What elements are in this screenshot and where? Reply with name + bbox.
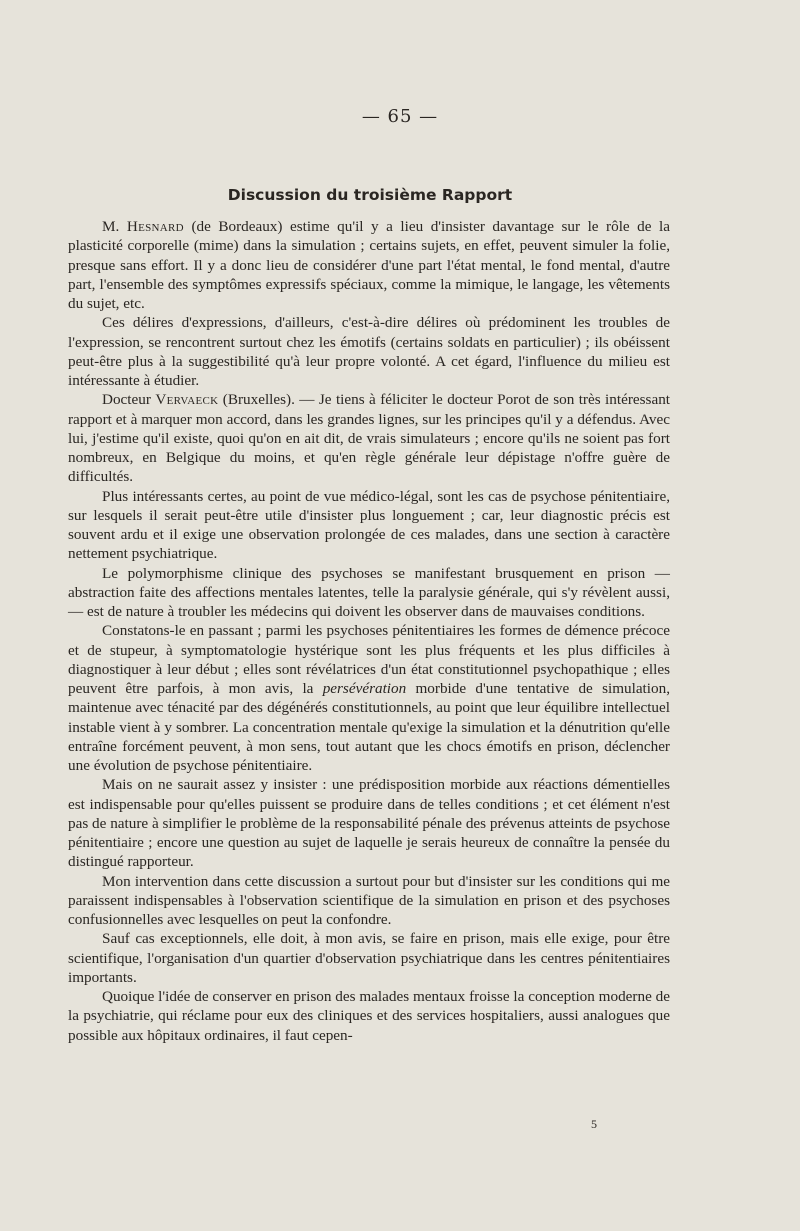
speaker-name: Hesnard [126,218,184,235]
paragraph: Sauf cas exceptionnels, elle doit, à mon avis, se faire en prison, mais elle exige, pour être scientifique, l'organisation d'un quartier d'observation psychiatrique dans les centres pénitentiaires importants. [68,930,670,986]
paragraph: Docteur Vervaeck (Bruxelles). — Je tiens à féliciter le docteur Porot de son très intéressant rapport et à marquer mon accord, dans les grandes lignes, sur les principes qu'il y a défendus. Avec lui, j'estime qu'il existe, quoi qu'on en ait dit, de vrais simulateurs ; encore qu'ils ne soient pas fort nombreux, en Belgique du moins, et qu'en règle générale leur dépistage n'offre guère de difficultés. [68,391,671,486]
speaker-name: Vervaeck [155,391,219,409]
paragraph: Ces délires d'expressions, d'ailleurs, c'est-à-dire délires où prédominent les troubles de l'expression, se rencontrent surtout chez les émotifs (certains soldats en particulier) ; ils obéissent peut-être plus à la suggestibilité qu'à leur propre volonté. A cet égard, l'influence du milieu est intéressante à étudier. [68,314,670,389]
paragraph: Le polymorphisme clinique des psychoses se manifestant brusquement en prison — abstraction faite des affections mentales latentes, telle la paralysie générale, qui s'y révèlent aussi, — est de nature à troubler les médecins qui doivent les observer dans de mauvaises conditions. [68,564,670,620]
italic-term: persévération [322,680,407,697]
paragraph: Mon intervention dans cette discussion a surtout pour but d'insister sur les conditions qui me paraissent indispensables à l'observation scientifique de la simulation en prison et des psychoses confusionnelles avec lesquelles on peut la confondre. [68,872,670,928]
paragraph: Mais on ne saurait assez y insister : une prédisposition morbide aux réactions démentielles est indispensable pour qu'elles puissent se produire dans de telles conditions ; et cet élément n'est pas de nature à simplifier le problème de la responsabilité pénale des prévenus atteints de psychose pénitentiaire ; encore une question au sujet de laquelle je serais heureux de connaître la pensée du distingué rapporteur. [68,776,670,871]
paragraph: Constatons-le en passant ; parmi les psychoses pénitentiaires les formes de démence précoce et de stupeur, à symptomatologie hystérique sont les plus fréquents et les plus difficiles à diagnostiquer à leur début ; elles sont révélatrices d'un état constitutionnel psychopathique ; elles peuvent être parfois, à mon avis, la persévération morbide d'une tentative de simulation, maintenue avec ténacité par des dégénérés constitutionnels, au point que leur équilibre intellectuel instable vient à y sombrer. La concentration mentale qu'exige la simulation et la dénutrition qu'elle entraîne forcément peuvent, à mon sens, tout autant que les chocs émotifs en prison, déclencher une évolution de psychose pénitentiaire. [68,622,670,774]
paragraph: Plus intéressants certes, au point de vue médico-légal, sont les cas de psychose pénitentiaire, sur lesquels il serait peut-être utile d'insister plus longuement ; car, leur diagnostic précis est souvent ardu et il exige une observation prolongée de ces malades, dans une section à caractère nettement psychiatrique. [68,487,670,563]
paragraph: Quoique l'idée de conserver en prison des malades mentaux froisse la conception moderne de la psychiatrie, qui réclame pour eux des cliniques et des services hospitaliers, aussi analogues que possible aux hôpitaux ordinaires, il faut cepen- [68,988,670,1044]
signature-mark: 5 [591,1117,597,1131]
body-text [68,217,670,1045]
section-title: Discussion du troisième Rapport [227,186,513,204]
page-number: — 65 — [361,106,439,127]
paragraph: M. Hesnard (de Bordeaux) estime qu'il y a lieu d'insister davantage sur le rôle de la plasticité corporelle (mime) dans la simulation ; certains sujets, en effet, peuvent simuler la folie, presque sans effort. Il y a donc lieu de considérer d'une part l'état mental, le fond mental, d'autre part, l'ensemble des symptômes expressifs spéciaux, comme la mimique, le langage, les vêtements du sujet, etc. [68,218,670,312]
